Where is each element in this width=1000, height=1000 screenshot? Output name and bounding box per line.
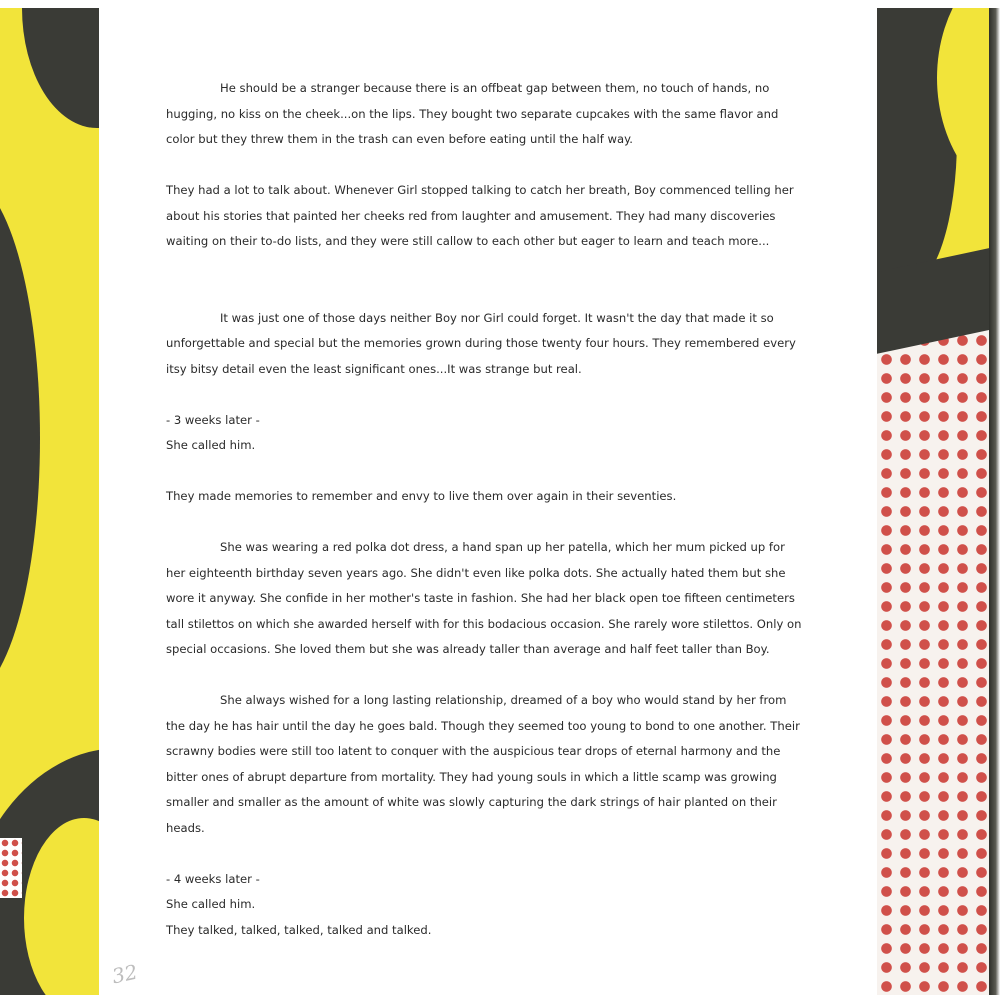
polka-dot-patch [0, 838, 22, 898]
spacer [166, 459, 806, 485]
dark-shape [22, 8, 99, 128]
spacer [166, 841, 806, 867]
story-text [166, 76, 806, 943]
dark-shape [0, 178, 40, 698]
paragraph-4: They made memories to remember and envy to live them over again in their seventies. [166, 489, 677, 503]
spacer [166, 255, 806, 306]
right-artwork-strip [877, 8, 989, 995]
paragraph-5: She was wearing a red polka dot dress, a hand span up her patella, which her mum picked up for her eighteenth birthday seven years ago. She didn't even like polka dots. She actually hated them but she wore it anyway. She confide in her mother's taste in fashion. She had her black open toe fifteen centimeters tall stilettos on which she awarded herself with for this bodacious occasion. She rarely wore stilettos. Only on special occasions. She loved them but she was already taller than average and half feet taller than Boy. [166, 540, 802, 656]
spacer [166, 153, 806, 179]
spacer [166, 382, 806, 408]
paragraph-2: They had a lot to talk about. Whenever Girl stopped talking to catch her breath, Boy commenced telling her about his stories that painted her cheeks red from laughter and amusement. They had many discoveries waiting on their to-do lists, and they were still callow to each other but eager to learn and teach more... [166, 183, 794, 248]
time-marker-4-weeks: - 4 weeks later - [166, 871, 260, 886]
spacer [166, 663, 806, 689]
talked-line: They talked, talked, talked, talked and talked. [166, 922, 432, 937]
called-line-2: She called him. [166, 897, 256, 911]
paragraph-6: She always wished for a long lasting relationship, dreamed of a boy who would stand by her from the day he has hair until the day he goes bald. Though they seemed too young to bond to one another. Their scrawny bodies were still too latent to conquer with the auspicious tear drops of eternal harmony and the bitter ones of abrupt departure from mortality. They had young souls in which a little scamp was growing smaller and smaller as the amount of white was slowly capturing the dark strings of hair planted on their heads. [166, 693, 800, 835]
called-line-1: She called him. [166, 438, 256, 452]
spacer [166, 510, 806, 536]
page-edge [989, 8, 1000, 995]
time-marker-3-weeks: - 3 weeks later - [166, 412, 260, 427]
paragraph-1: He should be a stranger because there is an offbeat gap between them, no touch of hands, no hugging, no kiss on the cheek...on the lips. They bought two separate cupcakes with the same flavor and color but they threw them in the trash can even before eating until the half way. [166, 81, 779, 146]
page-number: 32 [109, 959, 140, 989]
paragraph-3: It was just one of those days neither Boy nor Girl could forget. It wasn't the day that made it so unforgettable and special but the memories grown during those twenty four hours. They remembered every itsy bitsy detail even the least significant ones...It was strange but real. [166, 310, 796, 376]
left-artwork-strip [0, 8, 99, 995]
